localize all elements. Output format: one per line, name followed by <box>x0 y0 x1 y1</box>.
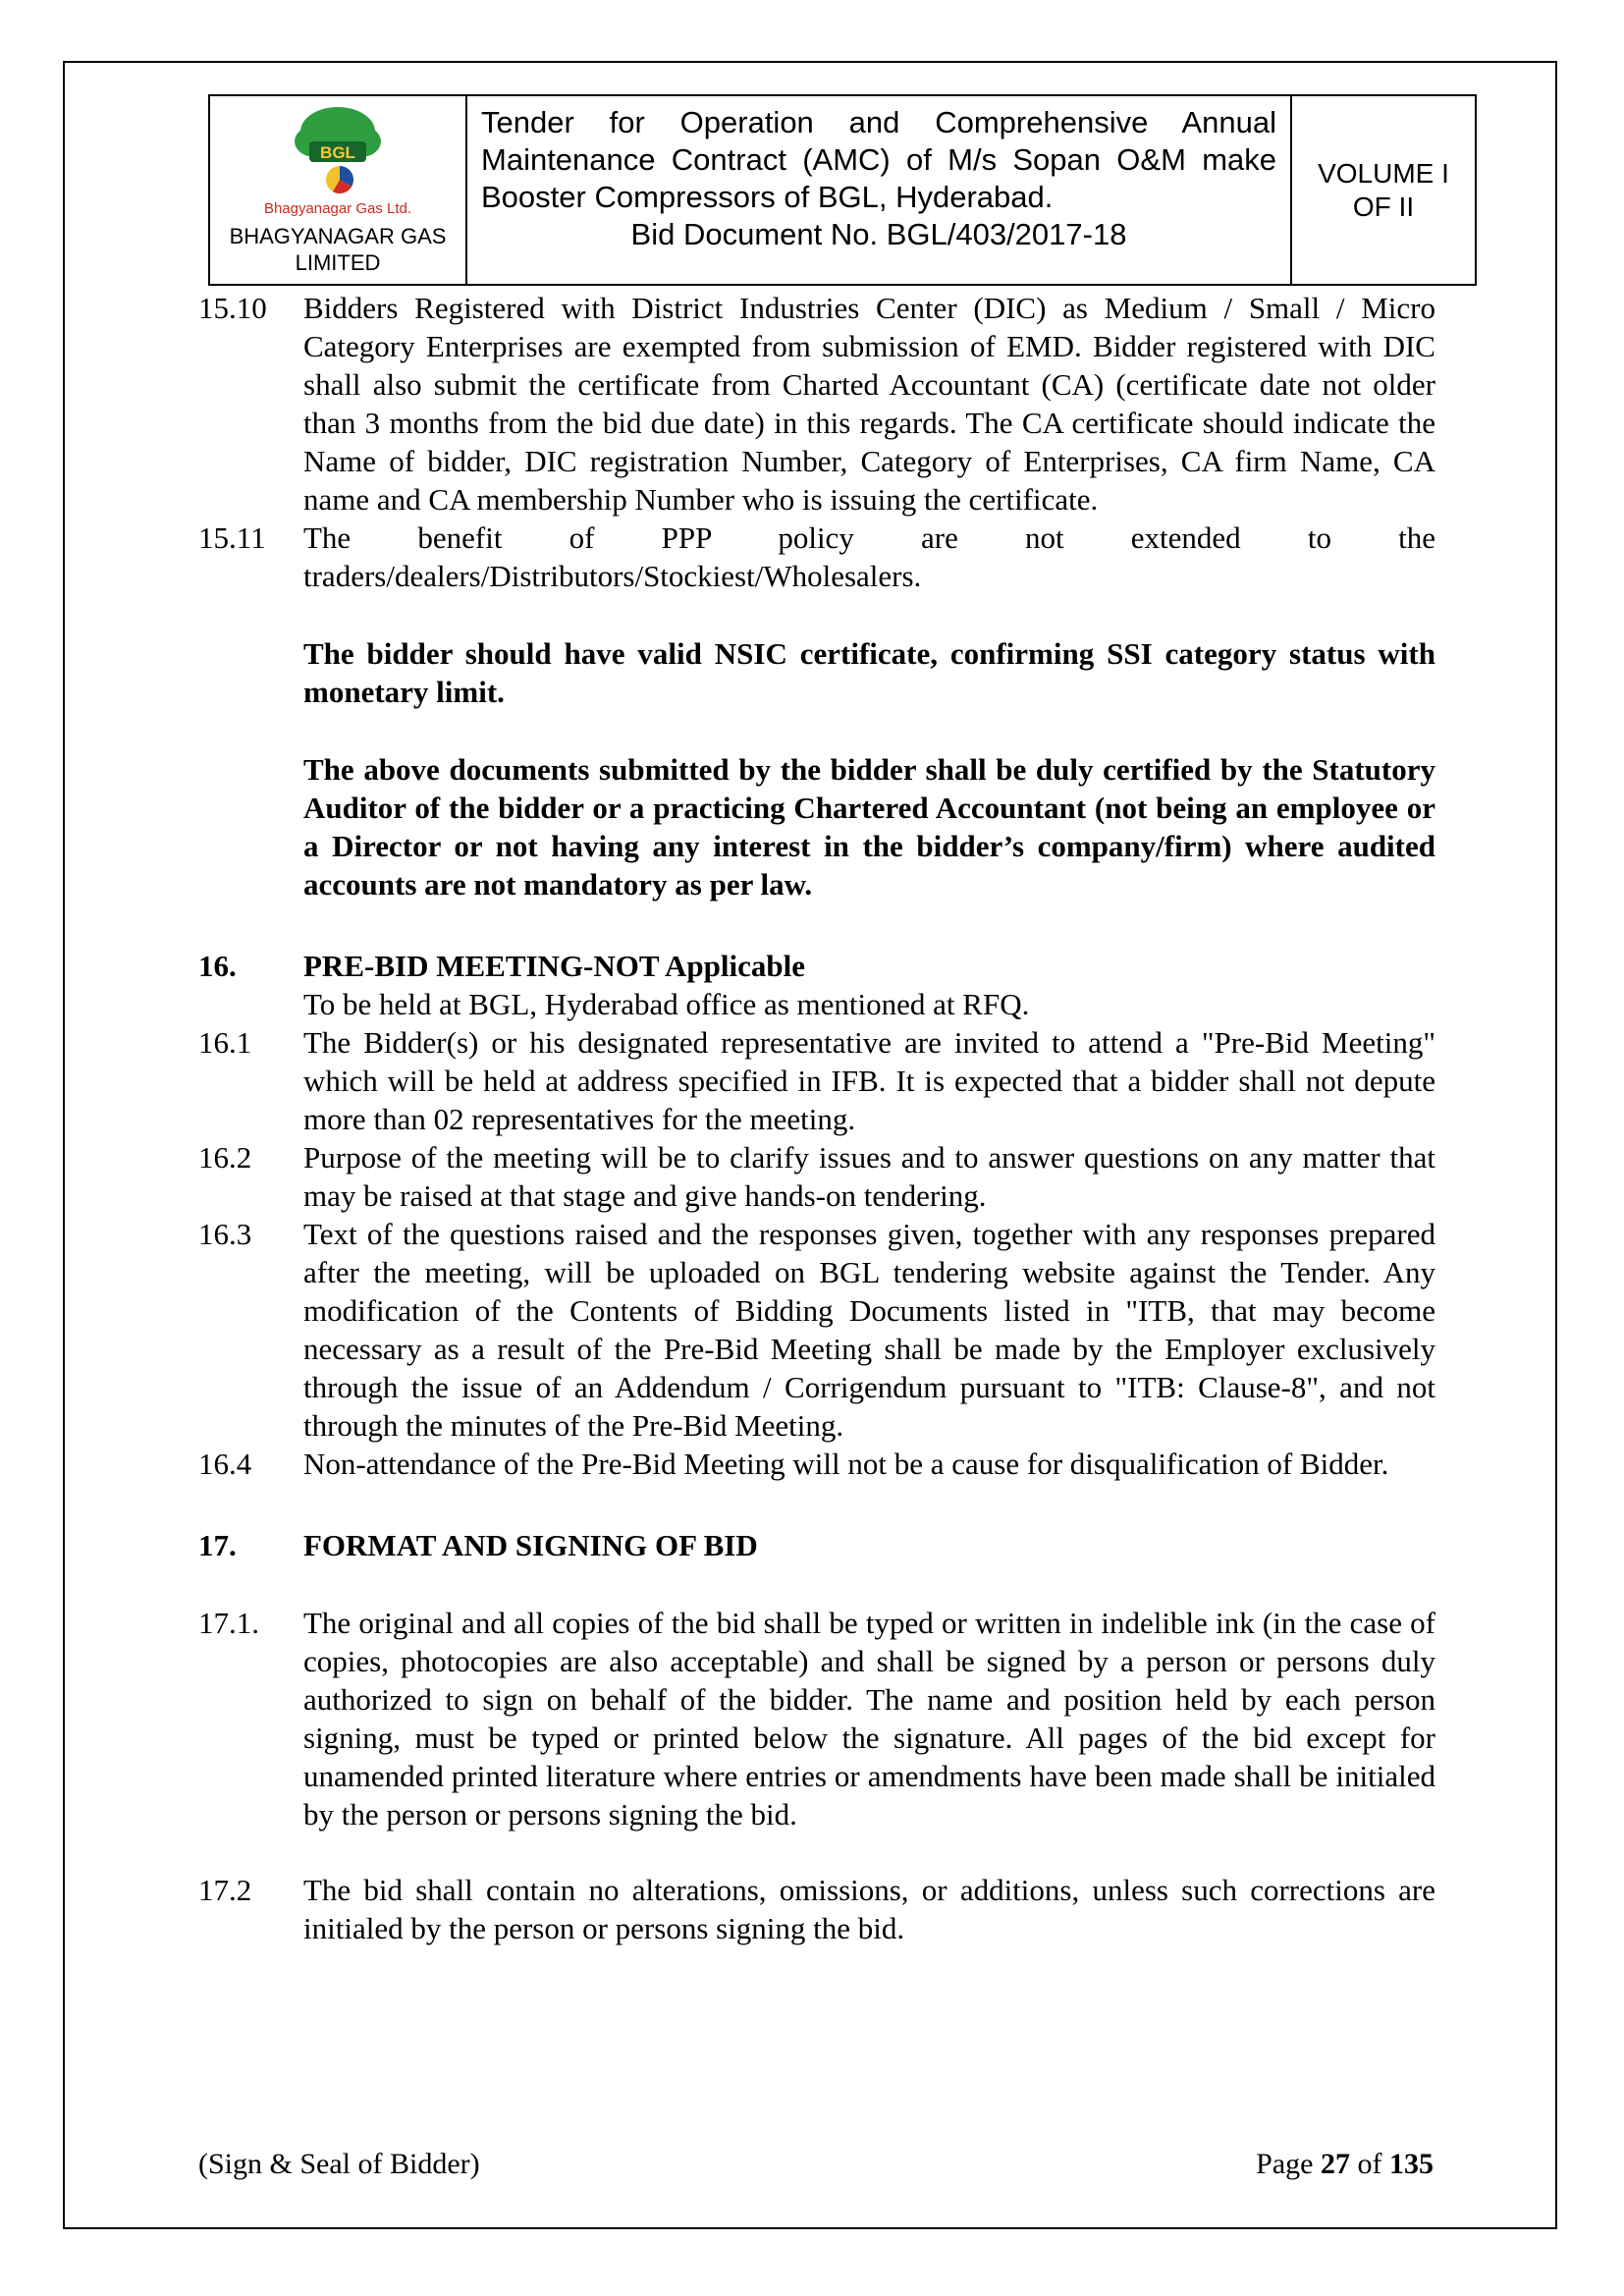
header-table <box>208 94 1477 286</box>
clause-number: 16.4 <box>198 1447 252 1481</box>
clause-number: 17.1. <box>198 1606 259 1640</box>
org-name <box>230 223 447 276</box>
note-nsic-certificate <box>198 634 1435 711</box>
section-number: 17. <box>198 1528 237 1562</box>
section-title: PRE-BID MEETING-NOT Applicable <box>303 949 806 983</box>
note-certified-documents <box>198 750 1435 903</box>
title-cell <box>467 96 1292 284</box>
clause-number <box>198 634 303 711</box>
clause-17-2 <box>198 1871 1435 1947</box>
sign-seal-note: (Sign & Seal of Bidder) <box>198 2148 480 2180</box>
clause-text: The benefit of PPP policy are not extended to the traders/dealers/Distributors/Stockiest/Wholesalers. <box>303 520 1435 593</box>
page-border <box>63 61 1557 2229</box>
org-name-line1: BHAGYANAGAR GAS <box>229 224 447 248</box>
clause-17-1 <box>198 1604 1435 1833</box>
clause-16-intro <box>198 985 1435 1023</box>
clause-text: The bid shall contain no alterations, omissions, or additions, unless such corrections are initialed by the person or persons signing the bid. <box>303 1873 1435 1945</box>
volume-cell <box>1292 96 1475 284</box>
clause-16-1 <box>198 1023 1435 1138</box>
logo-subtitle: Bhagyanagar Gas Ltd. <box>263 200 412 217</box>
clause-number <box>198 750 303 903</box>
clause-text: Purpose of the meeting will be to clarify issues and to answer questions on any matter that may be raised at that stage and give hands-on tendering. <box>303 1140 1435 1213</box>
volume-line1: VOLUME I <box>1318 157 1449 189</box>
volume-line2: OF II <box>1352 191 1415 222</box>
section-number: 16. <box>198 949 237 983</box>
clause-number: 16.1 <box>198 1025 252 1060</box>
clause-text: Non-attendance of the Pre-Bid Meeting will not be a cause for disqualification of Bidder. <box>303 1447 1389 1481</box>
tender-title: Tender for Operation and Comprehensive Annual Maintenance Contract (AMC) of M/s Sopan O&M make Booster Compressors of BGL, Hyderabad. <box>481 105 1276 214</box>
logo-cell <box>210 96 467 284</box>
clause-15-11 <box>198 519 1435 595</box>
clause-number: 16.2 <box>198 1140 252 1175</box>
clause-text: The Bidder(s) or his designated representative are invited to attend a "Pre-Bid Meeting" which will be held at address specified in IFB. It is expected that a bidder shall not depute more than 02 representatives for the meeting. <box>303 1025 1435 1136</box>
clause-text: The original and all copies of the bid shall be typed or written in indelible ink (in the case of copies, photocopies are also acceptable) and shall be signed by a person or persons duly authorized to sign on behalf of the bidder. The name and position held by each person signing, must be typed or printed below the signature. All pages of the bid except for unamended printed literature where entries or amendments have been made shall be initialed by the person or persons signing the bid. <box>303 1606 1435 1831</box>
bgl-logo <box>279 104 397 202</box>
clause-text: Bidders Registered with District Industries Center (DIC) as Medium / Small / Micro Category Enterprises are exempted from submission of EMD. Bidder registered with DIC shall also submit the certificate from Charted Accountant (CA) (certificate date not older than 3 months from the bid due date) in this regards. The CA certificate should indicate the Name of bidder, DIC registration Number, Category of Enterprises, CA firm Name, CA name and CA membership Number who is issuing the certificate. <box>303 291 1435 517</box>
of-label: of <box>1357 2148 1382 2180</box>
page-number: 27 <box>1321 2148 1350 2180</box>
document-body <box>198 289 1435 1947</box>
section-title: FORMAT AND SIGNING OF BID <box>303 1528 758 1562</box>
total-pages: 135 <box>1389 2148 1434 2180</box>
clause-number: 16.3 <box>198 1217 252 1251</box>
org-name-line2: LIMITED <box>295 250 381 275</box>
clause-number <box>198 985 303 1023</box>
clause-16-4 <box>198 1445 1435 1483</box>
clause-text: The above documents submitted by the bidder shall be duly certified by the Statutory Auditor of the bidder or a practicing Chartered Accountant (not being an employee or a Director or not having any interest in the bidder’s company/firm) where audited accounts are not mandatory as per law. <box>303 752 1435 902</box>
bid-document-number: Bid Document No. BGL/403/2017-18 <box>630 217 1127 251</box>
clause-text: The bidder should have valid NSIC certificate, confirming SSI category status with monetary limit. <box>303 636 1435 709</box>
clause-number: 15.10 <box>198 291 267 325</box>
page-footer <box>198 2147 1434 2182</box>
clause-number: 15.11 <box>198 520 266 555</box>
page-label: Page <box>1256 2148 1314 2180</box>
clause-16-3 <box>198 1215 1435 1445</box>
logo-abbr: BGL <box>320 143 355 162</box>
logo-globe-icon <box>326 166 353 193</box>
section-17-heading <box>198 1526 1435 1564</box>
clause-15-10 <box>198 289 1435 519</box>
clause-text: Text of the questions raised and the responses given, together with any responses prepared after the meeting, will be uploaded on BGL tendering website against the Tender. Any modification of the Contents of Bidding Documents listed in "ITB, that may become necessary as a result of the Pre-Bid Meeting shall be made by the Employer exclusively through the issue of an Addendum / Corrigendum pursuant to "ITB: Clause-8", and not through the minutes of the Pre-Bid Meeting. <box>303 1217 1435 1443</box>
clause-text: To be held at BGL, Hyderabad office as mentioned at RFQ. <box>303 987 1030 1021</box>
section-16-heading <box>198 947 1435 985</box>
page-indicator <box>1256 2147 1434 2182</box>
clause-number: 17.2 <box>198 1873 252 1907</box>
clause-16-2 <box>198 1138 1435 1215</box>
